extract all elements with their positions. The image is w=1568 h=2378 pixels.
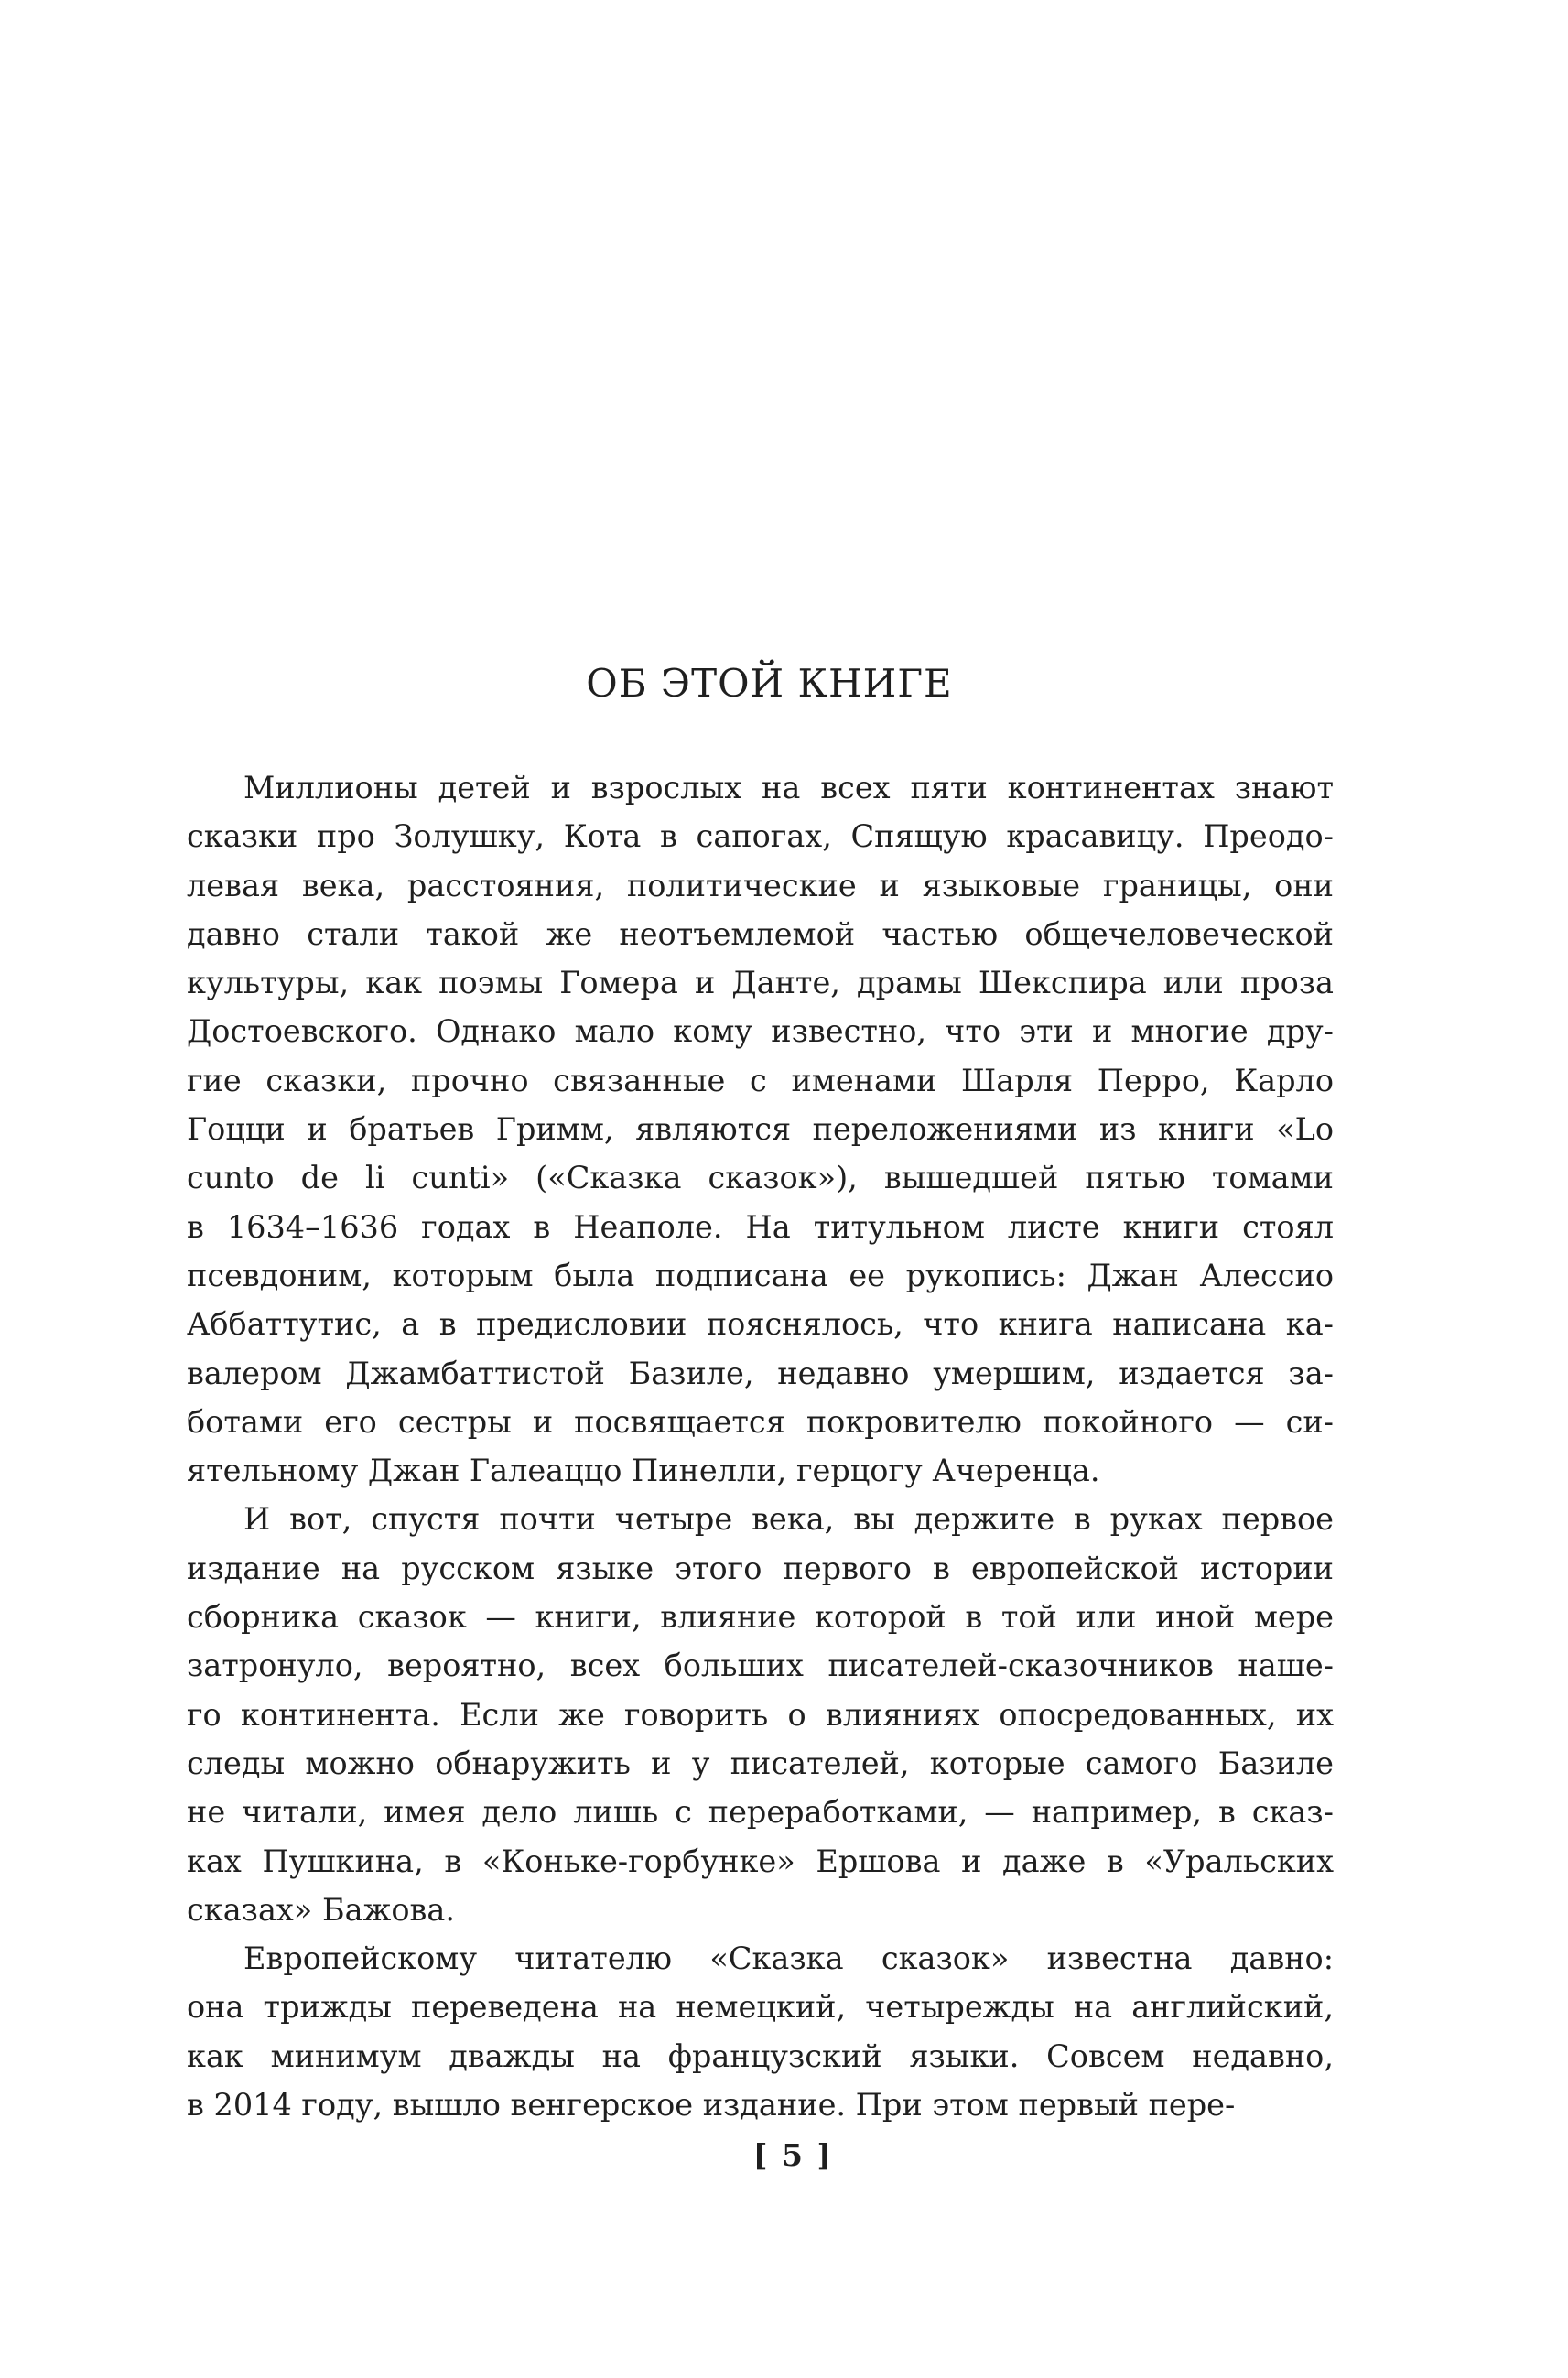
text-line: Миллионы детей и взрослых на всех пяти континентах знают [243, 770, 1334, 805]
text-line: как минимум дважды на французский языки. Совсем недавно, [187, 2038, 1334, 2074]
text-line: ках Пушкина, в «Коньке-горбунке» Ершова и даже в «Уральских [187, 1843, 1334, 1879]
page-number: [ 5 ] [752, 2137, 834, 2173]
text-line: Достоевского. Однако мало кому известно, что эти и многие дру- [187, 1013, 1334, 1050]
text-line: Европейскому читателю «Сказка сказок» известна давно: [243, 1940, 1334, 1977]
text-line: псевдоним, которым была подписана ее рукопись: Джан Алессио [187, 1257, 1334, 1293]
text-line: в 1634–1636 годах в Неаполе. На титульном листе книги стоял [187, 1208, 1334, 1245]
text-line: она трижды переведена на немецкий, четырежды на английский, [187, 1989, 1334, 2026]
text-block [187, 659, 1334, 2129]
text-line: го континента. Если же говорить о влияниях опосредованных, их [187, 1696, 1334, 1733]
chapter-title: ОБ ЭТОЙ КНИГЕ [586, 661, 953, 706]
text-line: cunto de li cunti» («Сказка сказок»), вышедшей пятью томами [187, 1160, 1334, 1196]
text-line: ятельному Джан Галеаццо Пинелли, герцогу Ачеренца. [187, 1453, 1100, 1489]
text-line: не читали, имея дело лишь с переработками, — например, в сказ- [187, 1794, 1334, 1831]
paragraph [187, 763, 1334, 1495]
text-line: Гоцци и братьев Гримм, являются переложениями из книги «Lo [187, 1111, 1334, 1148]
text-line: в 2014 году, вышло венгерское издание. При этом первый пере- [187, 2087, 1236, 2124]
text-line: следы можно обнаружить и у писателей, которые самого Базиле [187, 1745, 1334, 1781]
body-text [187, 763, 1334, 2129]
text-line: Аббаттутис, а в предисловии пояснялось, что книга написана ка- [187, 1306, 1334, 1343]
text-line: давно стали такой же неотъемлемой частью общечеловеческой [187, 915, 1334, 952]
text-line: сказах» Бажова. [187, 1891, 456, 1928]
text-line: левая века, расстояния, политические и языковые границы, они [187, 867, 1334, 903]
text-line: валером Джамбаттистой Базиле, недавно умершим, издается за- [187, 1355, 1334, 1391]
text-line: сборника сказок — книги, влияние которой в той или иной мере [187, 1599, 1334, 1636]
text-line: ботами его сестры и посвящается покровителю покойного — си- [187, 1403, 1334, 1440]
text-line: затронуло, вероятно, всех больших писателей-сказочников наше- [187, 1648, 1334, 1684]
text-line: издание на русском языке этого первого в европейской истории [187, 1550, 1334, 1586]
text-line: И вот, спустя почти четыре века, вы держите в руках первое [243, 1501, 1334, 1538]
text-line: гие сказки, прочно связанные с именами Шарля Перро, Карло [187, 1062, 1334, 1098]
text-line: сказки про Золушку, Кота в сапогах, Спящую красавицу. Преодо- [187, 818, 1334, 855]
paragraph [187, 1934, 1334, 2129]
text-line: культуры, как поэмы Гомера и Данте, драмы Шекспира или проза [187, 965, 1334, 1001]
paragraph [187, 1495, 1334, 1934]
